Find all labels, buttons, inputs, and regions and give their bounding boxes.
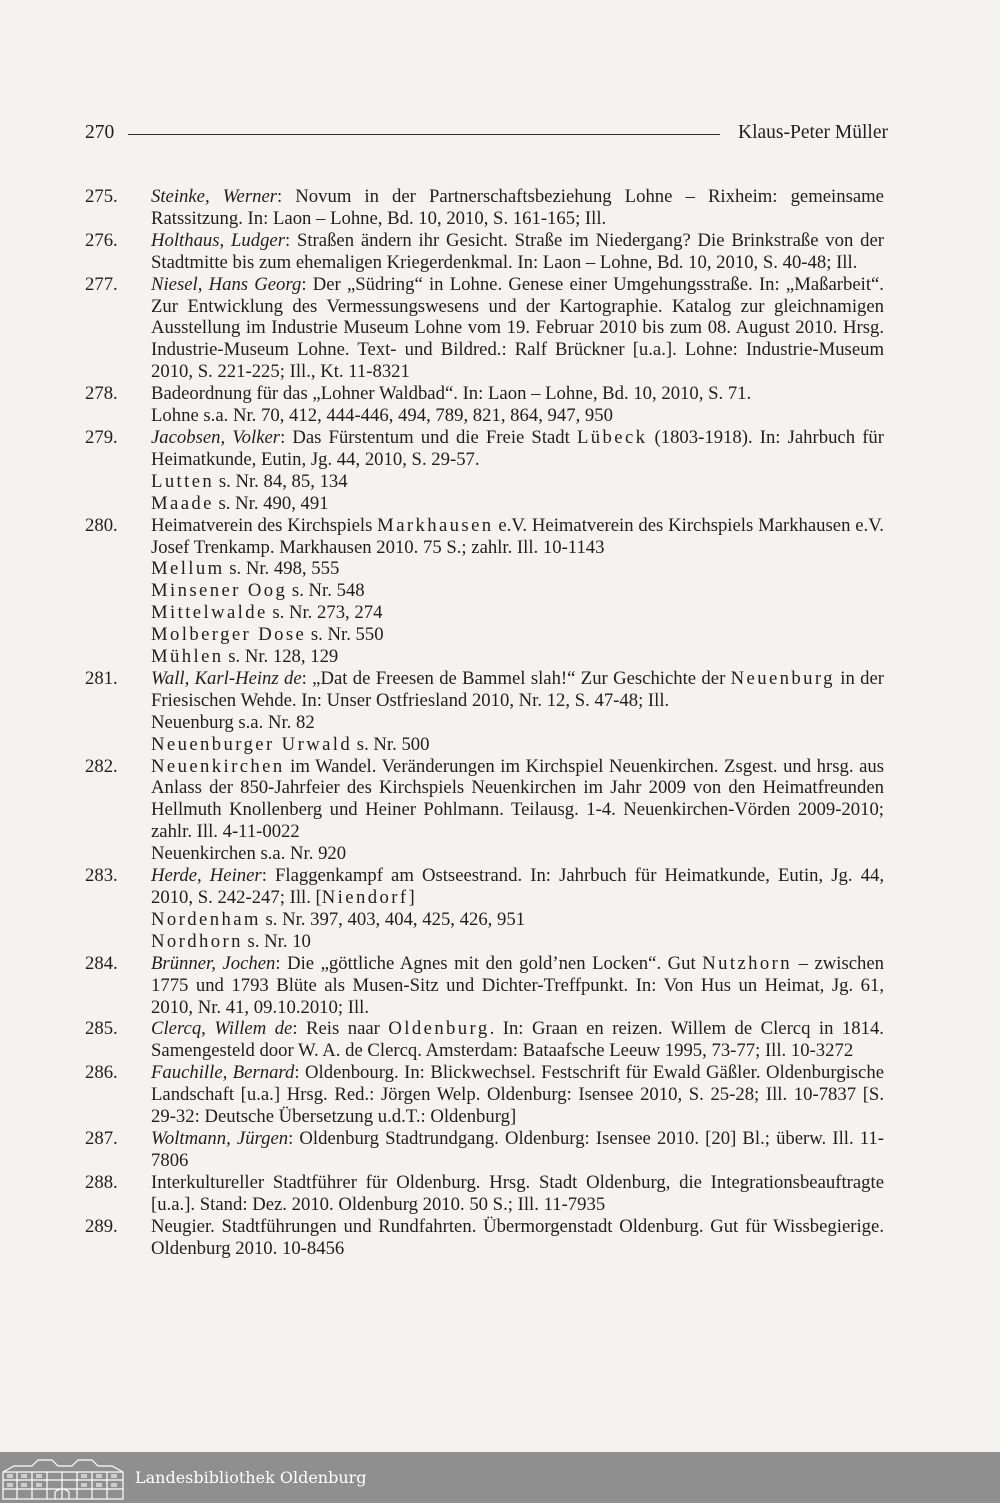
entry-text: : Oldenbourg. In: Blickwechsel. Festschrift für Ewald Gäßler. Oldenburgische Landschaft [u.a.] Hrsg. Red.: Jörgen Welp. Oldenburg: Isensee 2010, S. 25-28; Ill. 10-7837 [S. 29-32: Deutsche Übersetzung u.d.T.: Oldenburg] (151, 1062, 884, 1128)
entry-text: s. Nr. 10 (242, 930, 311, 952)
place-name: Lutten (151, 470, 215, 492)
cross-reference-line (151, 734, 885, 756)
cross-reference-line (151, 712, 885, 734)
entry-text: s. Nr. 84, 85, 134 (214, 470, 348, 492)
entry-number: 286. (85, 1062, 118, 1084)
entry-text: : „Dat de Freesen de Bammel slah!“ Zur Geschichte der (301, 667, 731, 689)
entry-author: Herde, Heiner (151, 865, 262, 887)
bibliography-entry (85, 1062, 885, 1128)
entry-text: im Wandel. Veränderungen im Kirchspiel Neuenkirchen. Zsgest. und hrsg. aus Anlass der 850-Jahrfeier des Kirchspiels Neuenkirchen im Jahr 2009 von den Heimatfreunden Hellmuth Knollenberg und Heiner Pohlmann. Teilausg. 1-4. Neuenkirchen-Vörden 2009-2010; zahlr. Ill. 4-11-0022 (151, 755, 884, 843)
entry-text: – zwischen 1775 und 1793 Blüte als Musen-Sitz und Dichter-Treffpunkt. In: Von Hus un Heimat, Jg. 61, 2010, Nr. 41, 09.10.2010; Ill. (151, 952, 885, 1018)
place-name: Mittelwalde (151, 602, 268, 624)
entry-text: (1803-1918). In: Jahrbuch für Heimatkunde, Eutin, Jg. 44, 2010, S. 29-57. (151, 426, 884, 470)
entry-text: : Reis naar (292, 1018, 389, 1040)
entry-author: Steinke, Werner (151, 186, 278, 207)
entry-text: Neuenkirchen s.a. Nr. 920 (151, 843, 347, 865)
cross-references (85, 843, 885, 865)
entry-text: : Die „göttliche Agnes mit den gold’nen Locken“. Gut (275, 952, 703, 974)
entry-body (151, 1216, 884, 1260)
bibliography-entry (85, 427, 885, 471)
place-name: Nordhorn (151, 930, 243, 952)
place-name: Minsener Oog (151, 580, 288, 602)
entry-text: Heimatverein des Kirchspiels (151, 514, 378, 536)
footer-bar (0, 1452, 1000, 1503)
bibliography-entry (85, 1216, 885, 1260)
entry-number: 275. (85, 186, 118, 207)
page-header (85, 118, 888, 148)
bibliography-entry (85, 515, 885, 559)
place-name: Neuenburger Urwald (151, 733, 353, 755)
entry-text: Neuenburg s.a. Nr. 82 (151, 711, 315, 733)
entry-number: 287. (85, 1127, 118, 1149)
page-number: 270 (85, 122, 115, 143)
library-building-icon (2, 1456, 124, 1500)
entry-text: : Straßen ändern ihr Gesicht. Straße im Niedergang? Die Brinkstraße von der Stadtmitte bis zum ehemaligen Kriegerdenkmal. In: Laon – Lohne, Bd. 10, 2010, S. 40-48; Ill. (151, 229, 884, 273)
entry-text: : Flaggenkampf am Ostseestrand. In: Jahrbuch für Heimatkunde, Eutin, Jg. 44, 2010, S. 242-247; Ill. [ (151, 865, 884, 908)
entry-body (151, 1128, 884, 1172)
entry-body (151, 756, 884, 844)
cross-references (85, 712, 885, 756)
bibliography-entry (85, 1172, 885, 1216)
entry-text: Neugier. Stadtführungen und Rundfahrten. Übermorgenstadt Oldenburg. Gut für Wissbegierige. Oldenburg 2010. 10-8456 (151, 1215, 884, 1259)
entry-text: Interkultureller Stadtführer für Oldenburg. Hrsg. Stadt Oldenburg, die Integrationsbeauftragte [u.a.]. Stand: Dez. 2010. Oldenburg 2010. 50 S.; Ill. 11-7935 (151, 1171, 884, 1215)
cross-references (85, 909, 885, 953)
entry-text: : Der „Südring“ in Lohne. Genese einer Umgehungsstraße. In: „Maßarbeit“. Zur Entwicklung des Vermessungswesens und der Kartographie. Katalog zur gleichnamigen Ausstellung im Industrie Museum Lohne vom 19. Februar 2010 bis zum 08. August 2010. Hrsg. Industrie-Museum Lohne. Text- und Bildred.: Ralf Brückner [u.a.]. Lohne: Industrie-Museum 2010, S. 221-225; Ill., Kt. 11-8321 (151, 273, 884, 383)
cross-reference-line (151, 580, 885, 602)
entry-text: s. Nr. 550 (306, 624, 384, 646)
entry-text: ] (408, 887, 415, 908)
entry-text: Lohne s.a. Nr. 70, 412, 444-446, 494, 789, 821, 864, 947, 950 (151, 405, 613, 427)
entry-text: : Oldenburg Stadtrundgang. Oldenburg: Isensee 2010. [20] Bl.; überw. Ill. 11-7806 (151, 1127, 884, 1171)
cross-reference-line (151, 931, 885, 953)
place-name: Neuenkirchen (151, 755, 285, 777)
bibliography-entry (85, 953, 885, 1019)
entry-author: Jacobsen, Volker (151, 426, 281, 448)
cross-reference-line (151, 493, 885, 515)
cross-reference-line (151, 646, 885, 668)
entry-number: 281. (85, 667, 118, 689)
cross-reference-line (151, 909, 885, 931)
cross-references (85, 405, 885, 427)
place-name: Nutzhorn (702, 952, 793, 974)
entry-text: s. Nr. 273, 274 (267, 602, 383, 624)
entry-text: s. Nr. 397, 403, 404, 425, 426, 951 (260, 908, 526, 930)
entry-text: s. Nr. 548 (287, 580, 365, 602)
entry-text: Badeordnung für das „Lohner Waldbad“. In: Laon – Lohne, Bd. 10, 2010, S. 71. (151, 383, 752, 405)
entry-number: 277. (85, 273, 118, 295)
entry-text: s. Nr. 128, 129 (223, 646, 339, 668)
bibliography-entry (85, 186, 885, 230)
entry-number: 289. (85, 1215, 118, 1237)
bibliography-entry (85, 1018, 885, 1062)
entry-body (151, 274, 884, 384)
library-name: Landesbibliothek Oldenburg (135, 1468, 367, 1487)
bibliography-entry (85, 1128, 885, 1172)
place-name: Neuenburg (730, 667, 835, 689)
place-name: Mühlen (151, 646, 224, 668)
entry-text: e.V. Heimatverein des Kirchspiels Markhausen e.V. Josef Trenkamp. Markhausen 2010. 75 S.; zahlr. Ill. 10-1143 (151, 514, 884, 558)
header-rule (128, 134, 720, 135)
entry-text: s. Nr. 490, 491 (213, 492, 329, 514)
entry-number: 285. (85, 1018, 118, 1040)
entry-number: 280. (85, 514, 118, 536)
place-name: Oldenburg (388, 1018, 490, 1040)
entry-body (151, 515, 884, 559)
bibliography-entry (85, 274, 885, 384)
entry-text: . In: Graan en reizen. Willem de Clercq in 1814. Samengesteld door W. A. de Clercq. Amsterdam: Bataafsche Leeuw 1995, 73-77; Ill. 10-3272 (151, 1018, 884, 1062)
entry-text: : Das Fürstentum und die Freie Stadt (280, 426, 577, 448)
entry-body (151, 668, 884, 712)
place-name: Niendorf (321, 887, 409, 908)
cross-reference-line (151, 405, 885, 427)
cross-references (85, 471, 885, 515)
entry-text: s. Nr. 498, 555 (224, 558, 340, 580)
entry-body (151, 427, 884, 471)
cross-reference-line (151, 602, 885, 624)
entry-number: 278. (85, 383, 118, 405)
place-name: Lübeck (576, 426, 648, 448)
entry-number: 282. (85, 755, 118, 777)
bibliography-entry (85, 383, 885, 405)
entry-author: Wall, Karl-Heinz de (151, 667, 302, 689)
place-name: Mellum (151, 558, 225, 580)
entry-body (151, 230, 884, 274)
bibliography-entry (85, 668, 885, 712)
entry-body (151, 1018, 884, 1062)
entry-number: 284. (85, 952, 118, 974)
entry-number: 276. (85, 229, 118, 251)
bibliography-list (85, 186, 885, 1259)
entry-number: 288. (85, 1171, 118, 1193)
cross-reference-line (151, 471, 885, 493)
place-name: Markhausen (377, 514, 494, 536)
entry-body (151, 865, 884, 909)
entry-body (151, 1062, 884, 1128)
entry-text: s. Nr. 500 (352, 733, 430, 755)
entry-body (151, 186, 884, 230)
bibliography-entry (85, 756, 885, 844)
entry-body (151, 383, 884, 405)
entry-body (151, 1172, 884, 1216)
entry-author: Niesel, Hans Georg (151, 273, 302, 295)
place-name: Maade (151, 492, 214, 514)
running-head-author: Klaus-Peter Müller (737, 122, 888, 143)
entry-number: 279. (85, 426, 118, 448)
cross-reference-line (151, 624, 885, 646)
bibliography-entry (85, 230, 885, 274)
bibliography-entry (85, 865, 885, 909)
cross-references (85, 558, 885, 668)
entry-text: : Novum in der Partnerschaftsbeziehung Lohne – Rixheim: gemeinsame Ratssitzung. In: Laon – Lohne, Bd. 10, 2010, S. 161-165; Ill. (151, 186, 884, 229)
entry-author: Woltmann, Jürgen (151, 1127, 289, 1149)
entry-author: Holthaus, Ludger (151, 229, 285, 251)
entry-text: in der Friesischen Wehde. In: Unser Ostfriesland 2010, Nr. 12, S. 47-48; Ill. (151, 667, 884, 711)
entry-author: Brünner, Jochen (151, 952, 276, 974)
place-name: Molberger Dose (151, 624, 307, 646)
place-name: Nordenham (151, 908, 261, 930)
cross-reference-line (151, 843, 885, 865)
cross-reference-line (151, 558, 885, 580)
entry-author: Fauchille, Bernard (151, 1062, 295, 1084)
entry-body (151, 953, 884, 1019)
entry-number: 283. (85, 865, 118, 887)
entry-author: Clercq, Willem de (151, 1018, 293, 1040)
